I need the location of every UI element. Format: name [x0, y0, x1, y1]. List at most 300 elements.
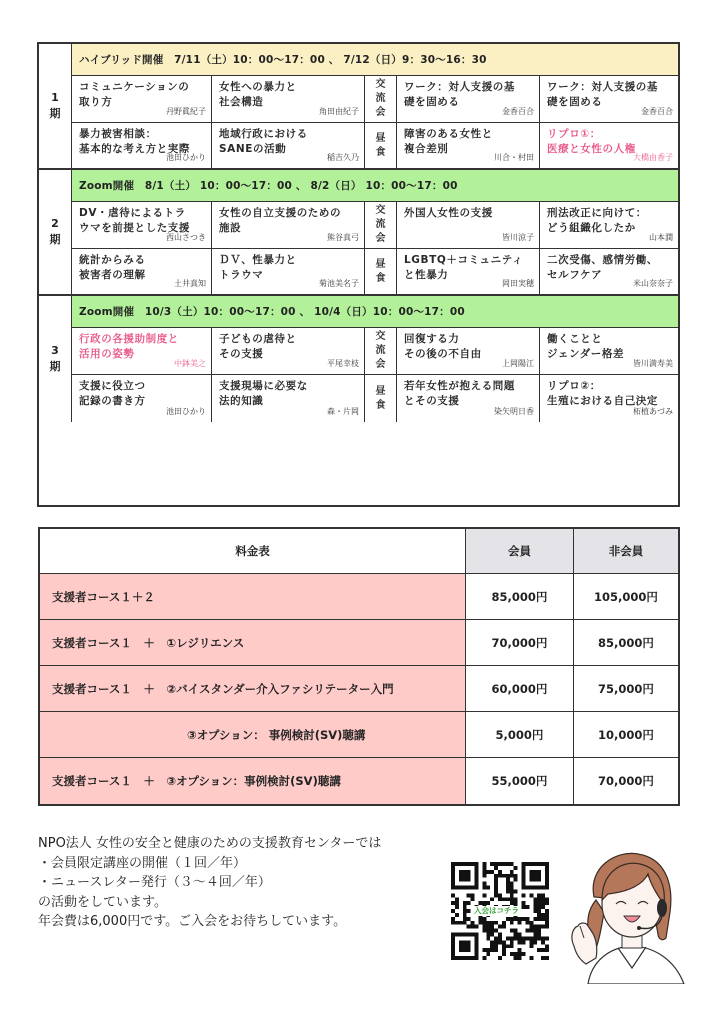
- qr-module: [506, 889, 510, 893]
- session-title: ＤＶ、性暴力と トラウマ: [219, 254, 297, 281]
- break-lunch: [365, 249, 397, 296]
- session-speaker: 染矢明日香: [494, 407, 534, 416]
- break-exchange: [365, 328, 397, 375]
- qr-module: [494, 921, 498, 925]
- session-cell: [397, 328, 540, 375]
- qr-module: [541, 948, 545, 952]
- qr-module: [533, 933, 537, 937]
- qr-module: [455, 913, 459, 917]
- qr-module: [486, 921, 490, 925]
- session-speaker: 金香百合: [641, 107, 673, 116]
- qr-module: [518, 917, 522, 921]
- info-line: 年会費は6,000円です。ご入会をお待ちしています。: [38, 914, 347, 929]
- qr-module: [522, 917, 526, 921]
- qr-module: [490, 933, 494, 937]
- info-line: ・会員限定講座の開催（１回／年）: [38, 855, 247, 871]
- session-title: LGBTQ＋コミュニティ と性暴力: [404, 254, 524, 281]
- break-lunch: [365, 123, 397, 170]
- qr-module: [518, 936, 522, 940]
- qr-module: [514, 936, 518, 940]
- break-char: 交: [375, 331, 386, 342]
- break-lunch: [365, 375, 397, 422]
- session-cell: [397, 249, 540, 296]
- qr-module: [510, 901, 514, 905]
- session-cell: [72, 328, 212, 375]
- qr-module: [506, 917, 510, 921]
- qr-module: [498, 893, 502, 897]
- session-cell: [212, 375, 365, 422]
- fee-member-price: 55,000円: [466, 758, 574, 804]
- session-cell: [397, 123, 540, 170]
- qr-module: [529, 921, 533, 925]
- session-title: コミュニケーションの 取り方: [79, 81, 190, 108]
- qr-module: [490, 940, 494, 944]
- session-speaker: 丹野眞紀子: [166, 107, 206, 116]
- qr-module: [463, 909, 467, 913]
- session-title: 刑法改正に向けて： どう組織化したか: [547, 207, 647, 234]
- qr-module: [533, 901, 537, 905]
- session-speaker: 柘植あづみ: [633, 407, 673, 416]
- qr-module: [545, 956, 549, 960]
- period-schedule-bar: ハイブリッド開催 7/11（土）10：00〜17：00 、 7/12（日）9：30〜16：30: [72, 44, 678, 76]
- qr-module: [498, 925, 502, 929]
- qr-module: [475, 925, 479, 929]
- qr-module: [502, 940, 506, 944]
- qr-module: [478, 901, 482, 905]
- qr-module: [482, 929, 486, 933]
- qr-module: [498, 870, 502, 874]
- session-cell: [212, 76, 365, 123]
- qr-module: [545, 897, 549, 901]
- qr-module: [463, 905, 467, 909]
- qr-module: [482, 925, 486, 929]
- break-char: 流: [375, 345, 386, 356]
- qr-module: [518, 956, 522, 960]
- qr-module: [545, 925, 549, 929]
- qr-module: [502, 874, 506, 878]
- qr-module: [545, 901, 549, 905]
- qr-module: [494, 893, 498, 897]
- qr-module: [498, 933, 502, 937]
- period-label: [39, 170, 72, 296]
- session-cell: [212, 202, 365, 249]
- session-speaker: 中鉢美之: [174, 359, 206, 368]
- qr-module: [545, 944, 549, 948]
- qr-module: [498, 936, 502, 940]
- break-char: 交: [375, 79, 386, 90]
- qr-module: [502, 944, 506, 948]
- qr-module: [510, 940, 514, 944]
- info-line: NPO法人 女性の安全と健康のための支援教育センターでは: [38, 836, 382, 851]
- period-number: 3: [51, 344, 59, 357]
- qr-module: [482, 874, 486, 878]
- qr-module: [451, 921, 455, 925]
- fee-non-member-price: 85,000円: [574, 620, 678, 666]
- qr-module: [502, 921, 506, 925]
- qr-module: [518, 952, 522, 956]
- qr-module: [506, 936, 510, 940]
- period-label: [39, 296, 72, 422]
- fee-course: 支援者コース１ ＋ ①レジリエンス: [40, 620, 466, 666]
- fee-member-price: 85,000円: [466, 574, 574, 620]
- qr-module: [455, 905, 459, 909]
- fee-header-non-member: 非会員: [574, 529, 678, 574]
- session-speaker: 熊谷真弓: [327, 233, 359, 242]
- qr-module: [529, 925, 533, 929]
- qr-join-label: 入会はコチラ: [474, 906, 519, 915]
- qr-module: [467, 925, 471, 929]
- qr-module: [490, 944, 494, 948]
- qr-module: [529, 929, 533, 933]
- fee-course: 支援者コース１ ＋ ③オプション：事例検討(SV)聴講: [40, 758, 466, 804]
- info-line: の活動をしています。: [38, 894, 167, 910]
- session-cell: [72, 375, 212, 422]
- session-title: 働くことと ジェンダー格差: [547, 333, 625, 360]
- qr-module: [514, 956, 518, 960]
- qr-module: [529, 956, 533, 960]
- qr-module: [514, 889, 518, 893]
- qr-module: [502, 952, 506, 956]
- qr-module: [486, 901, 490, 905]
- qr-module: [537, 901, 541, 905]
- qr-module: [545, 909, 549, 913]
- fee-table: [38, 527, 680, 806]
- session-title: 二次受傷、感情労働、 セルフケア: [547, 254, 658, 281]
- qr-module: [482, 921, 486, 925]
- qr-module: [506, 944, 510, 948]
- qr-module: [533, 929, 537, 933]
- qr-module: [541, 897, 545, 901]
- qr-module: [514, 874, 518, 878]
- qr-module: [486, 925, 490, 929]
- session-cell: [212, 123, 365, 170]
- break-char: 食: [375, 399, 386, 411]
- info-line: ・ニュースレター発行（３〜４回／年）: [38, 875, 271, 890]
- qr-module: [514, 897, 518, 901]
- qr-module: [478, 917, 482, 921]
- qr-module: [467, 917, 471, 921]
- qr-module: [525, 917, 529, 921]
- qr-module: [467, 909, 471, 913]
- session-speaker: 上岡陽江: [502, 359, 534, 368]
- qr-module: [529, 936, 533, 940]
- qr-module: [525, 936, 529, 940]
- session-speaker: 山本潤: [649, 233, 673, 242]
- period-kanji: 期: [49, 360, 61, 373]
- fee-non-member-price: 75,000円: [574, 666, 678, 712]
- session-title: リプロ①： 医療と女性の人権: [547, 128, 636, 155]
- qr-module: [502, 862, 506, 866]
- qr-module: [471, 893, 475, 897]
- qr-module: [522, 893, 526, 897]
- qr-module: [498, 956, 502, 960]
- qr-module: [541, 893, 545, 897]
- break-char: 昼: [375, 385, 386, 397]
- qr-module: [494, 866, 498, 870]
- fee-course: 支援者コース１＋２: [40, 574, 466, 620]
- qr-module: [482, 866, 486, 870]
- session-title: 統計からみる 被害者の理解: [79, 254, 146, 281]
- qr-module: [537, 897, 541, 901]
- qr-module: [514, 929, 518, 933]
- qr-module: [510, 889, 514, 893]
- session-speaker: 稲吉久乃: [327, 153, 359, 162]
- qr-module: [494, 886, 498, 890]
- fee-header-member: 会員: [466, 529, 574, 574]
- qr-module: [467, 893, 471, 897]
- qr-module: [518, 921, 522, 925]
- session-cell: [540, 249, 678, 296]
- qr-module: [533, 925, 537, 929]
- session-cell: [72, 76, 212, 123]
- fee-member-price: 5,000円: [466, 712, 574, 758]
- session-cell: [540, 328, 678, 375]
- session-title: 女性の自立支援のための 施設: [219, 207, 342, 234]
- qr-module: [471, 921, 475, 925]
- fee-non-member-price: 10,000円: [574, 712, 678, 758]
- qr-module: [494, 878, 498, 882]
- qr-module: [486, 936, 490, 940]
- session-title: 地域行政における SANEの活動: [219, 128, 308, 155]
- session-speaker: 皆川満寿美: [633, 359, 673, 368]
- qr-module: [498, 874, 502, 878]
- qr-module: [518, 933, 522, 937]
- qr-module: [471, 925, 475, 929]
- session-title: 回復する力 その後の不自由: [404, 333, 482, 360]
- session-title: 行政の各援助制度と 活用の姿勢: [79, 333, 179, 360]
- qr-module: [522, 901, 526, 905]
- qr-module: [514, 952, 518, 956]
- session-title: 外国人女性の支援: [404, 207, 493, 219]
- qr-module: [463, 913, 467, 917]
- period-kanji: 期: [49, 107, 61, 120]
- qr-module: [518, 948, 522, 952]
- session-speaker: 森・片岡: [327, 407, 359, 416]
- period-schedule-bar: Zoom開催 8/1（土） 10：00〜17：00 、 8/2（日） 10：00〜17：00: [72, 170, 678, 202]
- qr-module: [514, 878, 518, 882]
- qr-module: [455, 921, 459, 925]
- qr-module: [514, 933, 518, 937]
- qr-module: [522, 936, 526, 940]
- qr-module: [482, 882, 486, 886]
- session-cell: [72, 123, 212, 170]
- qr-module: [525, 905, 529, 909]
- qr-module: [451, 917, 455, 921]
- qr-module: [482, 956, 486, 960]
- session-cell: [397, 375, 540, 422]
- session-cell: [212, 328, 365, 375]
- qr-module: [490, 862, 494, 866]
- qr-module: [525, 929, 529, 933]
- qr-module: [506, 886, 510, 890]
- support-operator-illustration: [566, 842, 690, 984]
- qr-module: [506, 862, 510, 866]
- session-title: 支援現場に必要な 法的知識: [219, 380, 308, 407]
- qr-module: [545, 948, 549, 952]
- qr-module: [537, 893, 541, 897]
- period-number: 2: [51, 217, 59, 230]
- qr-module: [541, 956, 545, 960]
- session-speaker: 平尾幸枝: [327, 359, 359, 368]
- period-schedule-bar: Zoom開催 10/3（土）10：00〜17：00 、 10/4（日）10：00〜17：00: [72, 296, 678, 328]
- qr-module: [533, 940, 537, 944]
- qr-module: [537, 933, 541, 937]
- qr-module: [482, 948, 486, 952]
- qr-module: [518, 940, 522, 944]
- qr-module: [482, 901, 486, 905]
- qr-module: [510, 893, 514, 897]
- qr-module: [502, 925, 506, 929]
- qr-module: [486, 948, 490, 952]
- qr-module: [510, 862, 514, 866]
- qr-module: [463, 901, 467, 905]
- qr-module: [529, 944, 533, 948]
- qr-module: [510, 882, 514, 886]
- qr-module: [486, 886, 490, 890]
- qr-module: [494, 929, 498, 933]
- session-speaker: 角田由紀子: [319, 107, 359, 116]
- qr-module: [514, 917, 518, 921]
- qr-module: [510, 944, 514, 948]
- qr-module: [541, 905, 545, 909]
- qr-module: [498, 897, 502, 901]
- break-char: 会: [375, 359, 386, 370]
- qr-module: [502, 948, 506, 952]
- qr-module: [463, 917, 467, 921]
- session-speaker: 川合・村田: [494, 153, 534, 162]
- qr-module: [486, 870, 490, 874]
- qr-module: [545, 917, 549, 921]
- qr-module: [490, 921, 494, 925]
- session-speaker: 池田ひかり: [166, 153, 206, 162]
- qr-module: [486, 929, 490, 933]
- qr-module: [451, 909, 455, 913]
- qr-module: [529, 940, 533, 944]
- session-speaker: 池田ひかり: [166, 407, 206, 416]
- qr-module: [533, 917, 537, 921]
- qr-module: [533, 909, 537, 913]
- qr-module: [490, 929, 494, 933]
- qr-module: [451, 893, 455, 897]
- qr-module: [490, 948, 494, 952]
- session-cell: [540, 202, 678, 249]
- period-kanji: 期: [49, 233, 61, 246]
- qr-module: [510, 952, 514, 956]
- session-cell: [540, 123, 678, 170]
- session-speaker: 菊池美名子: [319, 279, 359, 288]
- qr-module: [541, 913, 545, 917]
- qr-module: [522, 905, 526, 909]
- break-char: 流: [375, 219, 386, 230]
- qr-module: [494, 862, 498, 866]
- qr-module: [451, 901, 455, 905]
- period-label: [39, 44, 72, 170]
- qr-module: [486, 933, 490, 937]
- qr-module: [545, 921, 549, 925]
- session-speaker: 土井真知: [174, 279, 206, 288]
- qr-module: [459, 921, 463, 925]
- break-exchange: [365, 76, 397, 123]
- qr-module: [541, 925, 545, 929]
- session-speaker: 西山さつき: [166, 233, 206, 242]
- session-title: ワーク：対人支援の基 礎を固める: [404, 81, 515, 108]
- session-cell: [72, 202, 212, 249]
- session-title: ワーク：対人支援の基 礎を固める: [547, 81, 658, 108]
- qr-module: [545, 936, 549, 940]
- qr-module: [494, 874, 498, 878]
- break-char: 流: [375, 93, 386, 104]
- break-char: 昼: [375, 132, 386, 144]
- qr-module: [510, 921, 514, 925]
- qr-module: [502, 897, 506, 901]
- qr-module: [533, 897, 537, 901]
- session-title: リプロ②： 生殖における自己決定: [547, 380, 658, 407]
- qr-module: [490, 925, 494, 929]
- qr-module: [506, 882, 510, 886]
- qr-module: [455, 897, 459, 901]
- qr-module: [490, 870, 494, 874]
- break-char: 食: [375, 146, 386, 158]
- session-cell: [397, 76, 540, 123]
- qr-module: [537, 905, 541, 909]
- qr-module: [537, 925, 541, 929]
- qr-module: [525, 921, 529, 925]
- session-title: 女性への暴力と 社会構造: [219, 81, 297, 108]
- qr-module: [510, 897, 514, 901]
- fee-non-member-price: 105,000円: [574, 574, 678, 620]
- qr-module: [506, 878, 510, 882]
- break-exchange: [365, 202, 397, 249]
- qr-module: [529, 893, 533, 897]
- qr-module: [541, 936, 545, 940]
- session-title: DV・虐待によるトラ ウマを前提とした支援: [79, 207, 190, 234]
- qr-module: [494, 882, 498, 886]
- session-speaker: 金香百合: [502, 107, 534, 116]
- qr-module: [482, 917, 486, 921]
- break-char: 会: [375, 107, 386, 118]
- qr-module: [498, 940, 502, 944]
- fee-non-member-price: 70,000円: [574, 758, 678, 804]
- session-title: 暴力被害相談： 基本的な考え方と実際: [79, 128, 190, 155]
- qr-module: [541, 901, 545, 905]
- qr-module: [482, 886, 486, 890]
- break-char: 会: [375, 233, 386, 244]
- qr-module: [494, 948, 498, 952]
- fee-table-title: 料金表: [40, 529, 466, 574]
- qr-module: [494, 940, 498, 944]
- qr-module: [510, 936, 514, 940]
- qr-module: [545, 913, 549, 917]
- qr-module: [494, 936, 498, 940]
- qr-module: [541, 917, 545, 921]
- qr-module: [533, 905, 537, 909]
- qr-module: [498, 862, 502, 866]
- session-cell: [540, 76, 678, 123]
- break-char: 昼: [375, 258, 386, 270]
- break-char: 食: [375, 272, 386, 284]
- qr-module: [541, 940, 545, 944]
- session-title: 障害のある女性と 複合差別: [404, 128, 493, 155]
- qr-module: [494, 944, 498, 948]
- session-cell: [540, 375, 678, 422]
- session-title: 支援に役立つ 記録の書き方: [79, 380, 146, 407]
- qr-module: [494, 889, 498, 893]
- qr-module: [510, 886, 514, 890]
- qr-module: [514, 866, 518, 870]
- session-speaker: 大橋由香子: [633, 153, 673, 162]
- qr-module: [482, 862, 486, 866]
- session-cell: [72, 249, 212, 296]
